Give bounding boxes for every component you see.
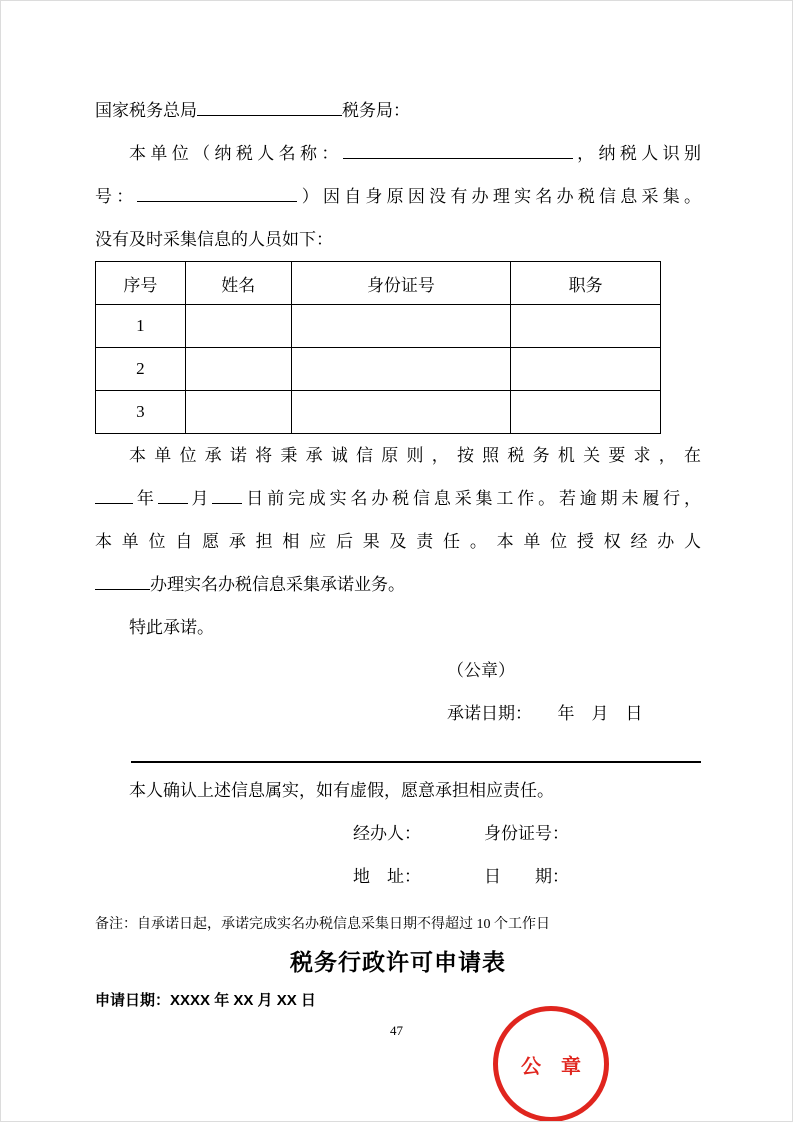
intro-line-3: 没有及时采集信息的人员如下： bbox=[95, 230, 333, 249]
document-content bbox=[95, 89, 701, 1010]
addressee-line bbox=[95, 89, 701, 132]
col-header-id: 身份证号 bbox=[291, 262, 511, 305]
cell-position bbox=[511, 348, 661, 391]
agent-name-blank bbox=[95, 573, 150, 590]
agency-suffix: 税务局： bbox=[342, 101, 410, 120]
page-number: 47 bbox=[390, 1023, 403, 1038]
month-label: 月 bbox=[187, 489, 213, 508]
taxpayer-id-blank bbox=[137, 185, 297, 202]
commitment-line-2 bbox=[95, 477, 701, 520]
apply-date-label: 申请日期： bbox=[95, 992, 171, 1010]
seal-placeholder-label: （公章） bbox=[447, 661, 515, 680]
id-number-label: 身份证号： bbox=[484, 824, 569, 843]
official-seal-stamp bbox=[493, 1006, 609, 1122]
commitment-line-3: 本单位自愿承担相应后果及责任。本单位授权经办人 bbox=[95, 532, 701, 551]
agent-authorization-text: 办理实名办税信息采集承诺业务。 bbox=[150, 575, 405, 594]
promise-date-line: 承诺日期： 年 月 日 bbox=[447, 704, 643, 723]
cell-id bbox=[291, 391, 511, 434]
agency-prefix: 国家税务总局 bbox=[95, 101, 197, 120]
official-seal-text: 公 章 bbox=[521, 1055, 581, 1078]
intro-line-1 bbox=[95, 132, 701, 175]
taxpayer-name-blank bbox=[343, 142, 573, 159]
year-label: 年 bbox=[133, 489, 158, 508]
confirmation-statement: 本人确认上述信息属实，如有虚假，愿意承担相应责任。 bbox=[129, 781, 554, 800]
signature-row-1 bbox=[353, 812, 701, 855]
cell-name bbox=[185, 348, 291, 391]
col-header-seq: 序号 bbox=[96, 262, 186, 305]
next-form-title: 税务行政许可申请表 bbox=[290, 949, 506, 976]
apply-date-value: XXXX 年 XX 月 XX 日 bbox=[170, 992, 316, 1010]
taxpayer-id-label-part: ，纳税人识别 bbox=[572, 144, 701, 163]
address-label: 地 址： bbox=[353, 867, 421, 886]
day-blank bbox=[212, 487, 242, 504]
date-label: 日 期： bbox=[484, 867, 569, 886]
year-blank bbox=[95, 487, 133, 504]
cell-seq: 1 bbox=[96, 305, 186, 348]
cell-seq: 2 bbox=[96, 348, 186, 391]
agent-label: 经办人： bbox=[353, 824, 421, 843]
col-header-position: 职务 bbox=[511, 262, 661, 305]
roster-table bbox=[95, 261, 661, 434]
taxpayer-name-label: 本单位（纳税人名称： bbox=[129, 144, 343, 163]
seal-block bbox=[447, 649, 701, 735]
closing-line: 特此承诺。 bbox=[129, 618, 214, 637]
deadline-text: 日前完成实名办税信息采集工作。若逾期未履行， bbox=[242, 489, 702, 508]
taxpayer-id-label-cont: 号： bbox=[95, 187, 138, 206]
table-row bbox=[96, 348, 661, 391]
cell-name bbox=[185, 391, 291, 434]
signature-divider bbox=[131, 761, 701, 763]
commitment-line-4 bbox=[95, 563, 701, 606]
table-row bbox=[96, 391, 661, 434]
table-row bbox=[96, 305, 661, 348]
intro-line-2 bbox=[95, 175, 701, 218]
agency-name-blank bbox=[197, 99, 342, 116]
intro-reason-text: ）因自身原因没有办理实名办税信息采集。 bbox=[297, 187, 702, 206]
month-blank bbox=[158, 487, 188, 504]
cell-position bbox=[511, 391, 661, 434]
cell-name bbox=[185, 305, 291, 348]
col-header-name: 姓名 bbox=[185, 262, 291, 305]
apply-date-line bbox=[95, 989, 701, 1010]
table-header-row bbox=[96, 262, 661, 305]
cell-seq: 3 bbox=[96, 391, 186, 434]
commitment-line-1: 本单位承诺将秉承诚信原则，按照税务机关要求，在 bbox=[129, 446, 701, 465]
cell-position bbox=[511, 305, 661, 348]
cell-id bbox=[291, 348, 511, 391]
signature-row-2 bbox=[353, 855, 701, 898]
remark-note: 备注：自承诺日起，承诺完成实名办税信息采集日期不得超过 10 个工作日 bbox=[95, 917, 550, 932]
cell-id bbox=[291, 305, 511, 348]
